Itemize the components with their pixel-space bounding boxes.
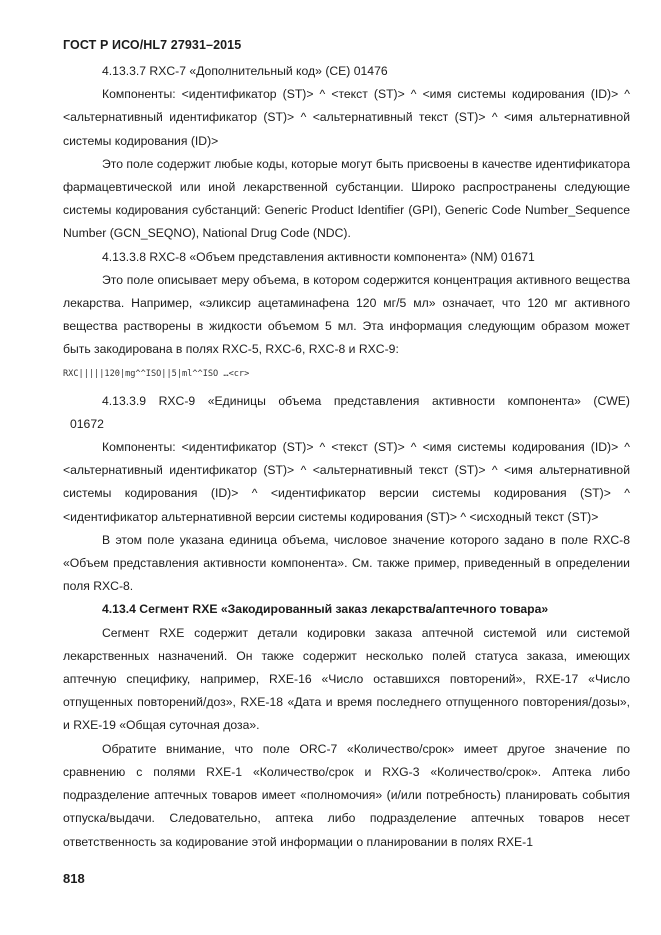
paragraph-rxc7-components: Компоненты: <идентификатор (ST)> ^ <текст (ST)> ^ <имя системы кодирования (ID)> ^ <альтернативный идентификатор (ST)> ^ <альтернативный текст (ST)> ^ <имя альтернативной системы кодирования (ID)> xyxy=(63,87,630,148)
paragraph-rxc8-description: Это поле описывает меру объема, в котором содержится концентрация активного вещества лекарства. Например, «эликсир ацетаминафена 120 мг/5 мл» означает, что 120 мг активного вещества растворены в жидкости объемом 5 мл. Эта информация следующим образом может быть закодирована в полях RXC-5, RXC-6, RXC-8 и RXC-9: xyxy=(63,272,630,357)
standard-header: ГОСТ Р ИСО/HL7 27931–2015 xyxy=(63,38,242,52)
section-heading-rxe: 4.13.4 Сегмент RXE «Закодированный заказ лекарства/аптечного товара» xyxy=(102,602,549,617)
section-heading-rxc9: 4.13.3.9 RXC-9 «Единицы объема представления активности компонента» (CWE) xyxy=(102,393,630,408)
section-heading-rxc7: 4.13.3.7 RXC-7 «Дополнительный код» (СЕ) 01476 xyxy=(102,64,388,78)
document-body xyxy=(63,60,630,854)
section-heading-rxc8: 4.13.3.8 RXC-8 «Объем представления активности компонента» (NM) 01671 xyxy=(102,249,535,264)
paragraph-rxc7-description: Это поле содержит любые коды, которые могут быть присвоены в качестве идентификатора фармацевтической или иной лекарственной субстанции. Широко распространены следующие системы кодирования субстанций: Generic Product Identifier (GPI), Generic Code Number_Sequence Number (GCN_SEQNO), National Drug Code (NDC). xyxy=(63,156,630,241)
paragraph-rxe-description: Сегмент RXE содержит детали кодировки заказа аптечной системой или системой лекарственных назначений. Он также содержит несколько полей статуса заказа, имеющих аптечную специфику, например, RXE-16 «Число оставшихся повторений», RXE-17 «Число отпущенных повторений/доз», RXE-18 «Дата и время последнего отпущенного повторения/дозы», и RXE-19 «Общая суточная доза». xyxy=(63,625,630,733)
paragraph-rxc9-description: В этом поле указана единица объема, числовое значение которого задано в поле RXC-8 «Объем представления активности компонента». См. также пример, приведенный в определении поля RXC-8. xyxy=(63,532,630,594)
page-number: 818 xyxy=(63,871,85,886)
section-heading-rxc9-code: 01672 xyxy=(70,416,104,431)
code-example: RXC|||||120|mg^^ISO||5|ml^^ISO …<cr> xyxy=(63,368,250,379)
paragraph-rxc9-components: Компоненты: <идентификатор (ST)> ^ <текст (ST)> ^ <имя системы кодирования (ID)> ^ <альтернативный идентификатор (ST)> ^ <альтернативный текст (ST)> ^ <имя альтернативной системы кодирования (ID)> ^ <идентификатор версии системы кодирования (ST)> ^ <идентификатор альтернативной версии системы кодирования (ST)> ^ <исходный текст (ST)> xyxy=(63,440,630,524)
paragraph-rxe-note: Обратите внимание, что поле ORC-7 «Количество/срок» имеет другое значение по сравнению с полями RXE-1 «Количество/срок и RXG-3 «Количество/срок». Аптека либо подразделение аптечных товаров имеет «полномочия» (и/или потребность) планировать события отпуска/выдачи. Следовательно, аптека либо подразделение аптечных товаров несет ответственность за кодирование этой информации о планировании в полях RXE-1 xyxy=(63,741,630,849)
